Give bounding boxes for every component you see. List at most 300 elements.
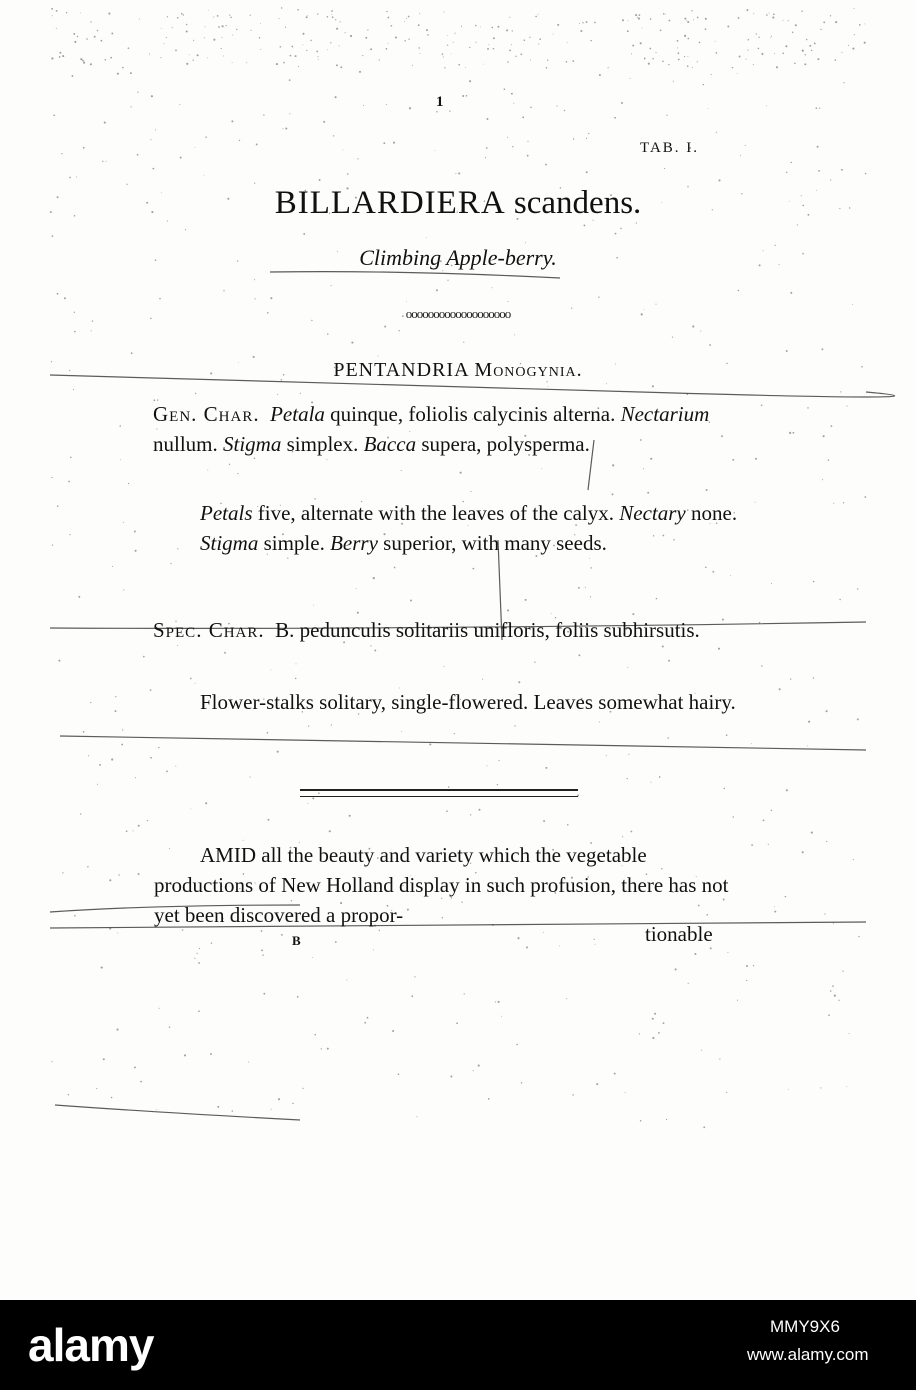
scan-speck	[828, 459, 830, 461]
scan-speck	[172, 27, 173, 28]
scan-speck	[839, 599, 841, 601]
scan-speck	[87, 866, 89, 868]
scan-speck	[111, 33, 113, 35]
scan-speck	[582, 22, 583, 23]
scan-speck	[406, 301, 407, 302]
scan-speck	[788, 1089, 789, 1090]
scan-speck	[221, 37, 222, 38]
scan-speck	[213, 16, 214, 17]
scan-speck	[175, 766, 176, 767]
scan-speck	[386, 11, 387, 12]
scan-speck	[222, 25, 224, 27]
scan-speck	[177, 645, 178, 646]
scan-speck	[64, 297, 66, 299]
scan-speck	[748, 39, 750, 41]
scan-speck	[300, 393, 301, 394]
scan-speck	[745, 59, 746, 60]
scan-speck	[733, 816, 734, 817]
scan-speck	[491, 27, 493, 29]
scan-speck	[296, 663, 297, 664]
scan-speck	[801, 11, 802, 12]
scan-speck	[455, 33, 456, 34]
english-term: Petals	[200, 501, 253, 525]
scan-speck	[826, 841, 827, 842]
scan-speck	[116, 1029, 118, 1031]
latin-term: Nectarium	[620, 402, 710, 426]
scan-speck	[62, 55, 64, 57]
scan-speck	[719, 1058, 720, 1059]
scan-speck	[858, 936, 859, 937]
scan-speck	[270, 297, 272, 299]
scan-speck	[230, 16, 232, 18]
scan-speck	[186, 63, 188, 65]
scan-speck	[289, 113, 290, 114]
scan-speck	[795, 24, 797, 26]
scan-speck	[846, 406, 847, 407]
scan-speck	[612, 493, 614, 495]
scan-speck	[579, 23, 580, 24]
scan-speck	[664, 168, 665, 169]
scan-speck	[51, 8, 53, 10]
scan-speck	[857, 588, 858, 589]
scan-speck	[117, 933, 118, 934]
scan-speck	[78, 596, 80, 598]
scan-speck	[339, 45, 340, 46]
scan-speck	[727, 952, 728, 953]
english-text: five, alternate with the leaves of the calyx.	[252, 501, 620, 525]
scan-speck	[308, 725, 309, 726]
scan-speck	[487, 48, 489, 50]
scan-speck	[285, 127, 287, 129]
scan-speck	[268, 819, 270, 821]
scan-speck	[514, 725, 515, 726]
scan-speck	[831, 425, 833, 427]
scan-speck	[68, 481, 70, 483]
scan-speck	[527, 155, 529, 157]
scan-speck	[543, 820, 545, 822]
scan-speck	[567, 824, 569, 826]
scan-speck	[345, 32, 346, 33]
scan-speck	[740, 155, 741, 156]
scan-speck	[758, 48, 760, 50]
scan-speck	[197, 54, 199, 56]
scan-speck	[91, 330, 92, 331]
scan-speck	[478, 809, 480, 811]
scan-speck	[295, 678, 297, 680]
scan-speck	[747, 49, 748, 50]
scan-speck	[824, 913, 825, 914]
scan-speck	[260, 49, 261, 50]
scan-speck	[260, 23, 261, 24]
scan-speck	[436, 111, 438, 113]
scan-speck	[557, 24, 559, 26]
scan-speck	[820, 29, 821, 30]
scan-speck	[117, 73, 119, 75]
scan-speck	[166, 37, 167, 38]
scan-speck	[74, 41, 76, 43]
latin-text: nullum.	[153, 432, 224, 456]
scan-speck	[370, 645, 371, 646]
scan-speck	[70, 457, 72, 459]
scan-speck	[846, 1086, 847, 1087]
scan-speck	[373, 949, 374, 950]
scan-speck	[786, 350, 788, 352]
scan-speck	[250, 30, 251, 31]
scan-speck	[111, 1097, 113, 1099]
scan-speck	[732, 459, 734, 461]
scan-speck	[447, 280, 448, 281]
scan-speck	[377, 355, 378, 356]
scan-speck	[133, 830, 134, 831]
scan-speck	[656, 598, 658, 600]
scan-speck	[126, 830, 128, 832]
scan-speck	[302, 33, 304, 35]
scan-speck	[267, 732, 269, 734]
scan-speck	[700, 331, 701, 332]
scan-speck	[652, 385, 654, 387]
scan-speck	[262, 954, 263, 955]
scan-speck	[580, 30, 582, 32]
scan-speck	[392, 1030, 394, 1032]
scan-speck	[813, 581, 815, 583]
scan-speck	[276, 63, 278, 65]
scan-speck	[518, 681, 520, 683]
scan-speck	[772, 17, 774, 19]
scan-speck	[62, 872, 63, 873]
latin-term: Bacca	[363, 432, 417, 456]
scan-speck	[487, 765, 488, 766]
scan-speck	[335, 941, 337, 943]
scan-speck	[665, 14, 666, 15]
scan-speck	[761, 404, 763, 406]
scan-speck	[404, 21, 405, 22]
scan-speck	[349, 815, 351, 817]
scan-speck	[73, 389, 74, 390]
scan-speck	[520, 53, 522, 55]
signature-mark: B	[292, 933, 301, 948]
scan-speck	[329, 830, 331, 832]
scan-speck	[150, 757, 152, 759]
scan-speck	[408, 39, 409, 40]
scan-speck	[819, 107, 820, 108]
scan-speck	[627, 30, 629, 32]
scan-speck	[159, 298, 161, 300]
scan-speck	[204, 37, 205, 38]
scan-speck	[599, 74, 601, 76]
scan-speck	[524, 39, 526, 41]
scan-speck	[406, 18, 407, 19]
scan-speck	[548, 386, 549, 387]
scan-speck	[183, 14, 184, 15]
scan-speck	[122, 729, 123, 730]
scan-speck	[838, 1000, 839, 1001]
scan-speck	[190, 808, 191, 809]
scan-speck	[408, 16, 410, 18]
scan-speck	[108, 13, 110, 15]
scan-speck	[596, 1083, 598, 1085]
scan-speck	[640, 1120, 642, 1122]
scan-speck	[677, 47, 678, 48]
scan-speck	[61, 153, 62, 154]
scan-speck	[232, 35, 233, 36]
scan-speck	[134, 531, 136, 533]
scan-speck	[404, 40, 405, 41]
scan-speck	[785, 896, 787, 898]
scan-speck	[80, 58, 82, 60]
scan-speck	[130, 72, 132, 74]
scan-speck	[271, 1109, 272, 1110]
scan-speck	[590, 596, 591, 597]
scan-speck	[622, 19, 624, 21]
scan-speck	[606, 383, 607, 384]
scan-speck	[186, 24, 187, 25]
scan-speck	[541, 468, 542, 469]
scan-speck	[469, 80, 471, 82]
scan-speck	[419, 13, 420, 14]
scan-speck	[539, 38, 541, 40]
scan-speck	[493, 48, 495, 50]
scan-speck	[703, 84, 704, 85]
scan-speck	[74, 915, 76, 917]
scan-speck	[347, 173, 349, 175]
scan-speck	[232, 62, 233, 63]
scan-speck	[746, 9, 748, 11]
scan-speck	[223, 56, 224, 57]
scan-speck	[90, 702, 91, 703]
scan-speck	[546, 67, 548, 69]
scan-speck	[739, 56, 741, 58]
scan-speck	[217, 1106, 219, 1108]
scan-speck	[74, 331, 76, 333]
scan-speck	[746, 965, 748, 967]
scan-speck	[768, 844, 769, 845]
scan-speck	[210, 1053, 212, 1055]
scan-speck	[585, 587, 586, 588]
scan-speck	[254, 183, 255, 184]
scan-speck	[794, 63, 796, 65]
scan-speck	[456, 1022, 458, 1024]
scan-speck	[470, 814, 471, 815]
scan-speck	[303, 1088, 304, 1089]
scan-speck	[738, 290, 740, 292]
scan-speck	[830, 990, 832, 992]
scan-speck	[529, 37, 530, 38]
english-text: superior, with many seeds.	[377, 531, 607, 555]
scan-speck	[52, 235, 54, 237]
scan-speck	[119, 425, 121, 427]
scan-speck	[263, 114, 264, 115]
scan-speck	[131, 352, 133, 354]
scan-speck	[255, 298, 256, 299]
scan-speck	[229, 464, 230, 465]
scan-speck	[436, 289, 438, 291]
scan-speck	[110, 58, 111, 59]
scan-speck	[547, 60, 548, 61]
scan-speck	[195, 393, 196, 394]
scan-speck	[218, 26, 220, 28]
scan-speck	[281, 934, 283, 936]
scan-speck	[551, 613, 552, 614]
scan-speck	[835, 59, 837, 61]
scan-speck	[650, 782, 651, 783]
scan-speck	[207, 57, 208, 58]
scan-speck	[774, 53, 775, 54]
scan-speck	[190, 678, 192, 680]
scan-speck	[802, 851, 804, 853]
scan-speck	[509, 17, 510, 18]
scan-speck	[567, 42, 568, 43]
scan-speck	[751, 844, 753, 846]
scan-speck	[504, 88, 506, 90]
scan-speck	[335, 19, 336, 20]
scan-speck	[90, 63, 92, 65]
scan-speck	[418, 47, 419, 48]
scan-speck	[771, 36, 772, 37]
scan-speck	[599, 721, 600, 722]
scan-speck	[637, 17, 638, 18]
scan-speck	[123, 522, 124, 523]
scan-speck	[694, 953, 696, 955]
scan-speck	[628, 20, 629, 21]
scan-speck	[205, 26, 206, 27]
scan-speck	[442, 53, 444, 55]
scan-speck	[135, 550, 137, 552]
scan-speck	[486, 147, 488, 149]
scan-speck	[109, 879, 111, 881]
scan-speck	[77, 36, 78, 37]
scan-speck	[782, 52, 784, 54]
scan-speck	[572, 60, 574, 62]
scan-speck	[346, 980, 347, 981]
scan-speck	[817, 58, 819, 60]
scan-speck	[387, 17, 389, 19]
scan-speck	[312, 957, 313, 958]
scan-speck	[292, 46, 294, 48]
scan-speck	[627, 778, 628, 779]
scan-speck	[716, 52, 718, 54]
spec-char-label: Spec. Char.	[153, 618, 265, 642]
scan-speck	[697, 61, 698, 62]
scan-speck	[507, 61, 509, 63]
scan-speck	[409, 107, 411, 109]
scan-speck	[807, 407, 809, 409]
scan-speck	[804, 63, 806, 65]
scan-speck	[259, 37, 261, 39]
scan-speck	[647, 492, 649, 494]
scan-speck	[802, 50, 804, 52]
scan-speck	[83, 147, 85, 149]
scan-speck	[507, 609, 509, 611]
species-name: scandens.	[513, 185, 642, 221]
scan-speck	[280, 46, 282, 48]
scan-speck	[246, 62, 247, 63]
scan-speck	[766, 14, 768, 16]
scan-speck	[446, 810, 448, 812]
scan-speck	[211, 942, 212, 943]
scan-speck	[66, 12, 67, 13]
scan-speck	[789, 432, 791, 434]
scan-speck	[655, 52, 656, 53]
scan-speck	[586, 171, 588, 173]
english-text: none.	[685, 501, 738, 525]
english-text: simple.	[258, 531, 331, 555]
scan-speck	[761, 665, 762, 666]
scan-speck	[692, 67, 693, 68]
scan-speck	[483, 64, 484, 65]
scan-speck	[823, 435, 825, 437]
scan-speck	[852, 304, 853, 305]
scan-speck	[155, 129, 156, 130]
scan-speck	[297, 996, 299, 998]
scan-speck	[326, 459, 327, 460]
scan-speck	[398, 1073, 400, 1075]
scan-speck	[821, 348, 823, 350]
scan-speck	[205, 136, 206, 137]
scan-speck	[336, 64, 338, 66]
scan-speck	[335, 96, 337, 98]
scan-speck	[175, 50, 177, 52]
scan-speck	[289, 79, 291, 81]
scan-speck	[655, 304, 656, 305]
scan-speck	[379, 59, 380, 60]
scan-speck	[443, 56, 444, 57]
scan-speck	[770, 37, 771, 38]
scan-speck	[205, 802, 207, 804]
scan-speck	[488, 44, 489, 45]
scan-speck	[640, 42, 642, 44]
scan-speck	[331, 285, 332, 286]
scan-speck	[391, 25, 393, 27]
scan-speck	[826, 710, 828, 712]
scan-speck	[663, 13, 665, 15]
scan-speck	[426, 29, 428, 31]
scan-speck	[848, 45, 849, 46]
scan-speck	[166, 771, 168, 773]
scan-speck	[327, 16, 329, 18]
scan-speck	[115, 710, 117, 712]
scan-speck	[465, 67, 466, 68]
scan-speck	[666, 115, 667, 116]
watermark-image-id: MMY9X6	[770, 1317, 840, 1336]
scan-speck	[57, 293, 59, 295]
scan-speck	[663, 1022, 665, 1024]
scan-speck	[256, 143, 258, 145]
scan-speck	[755, 458, 757, 460]
scan-speck	[652, 1018, 654, 1020]
scan-speck	[455, 173, 456, 174]
scan-speck	[815, 107, 817, 109]
scan-speck	[668, 64, 669, 65]
scan-speck	[535, 16, 537, 18]
scan-speck	[715, 41, 716, 42]
scan-speck	[595, 944, 596, 945]
scan-speck	[841, 169, 843, 171]
scan-speck	[359, 71, 361, 73]
spec-latin-text: B. pedunculis solitariis unifloris, foliis subhirsutis.	[275, 618, 700, 642]
scan-speck	[797, 224, 798, 225]
scan-speck	[507, 301, 508, 302]
scan-speck	[104, 122, 106, 124]
scan-speck	[808, 721, 810, 723]
scan-speck	[261, 949, 263, 951]
scan-speck	[52, 544, 53, 545]
scan-speck	[248, 1061, 249, 1062]
scan-speck	[451, 54, 452, 55]
scan-speck	[732, 67, 734, 69]
scan-speck	[684, 18, 686, 20]
scan-speck	[195, 683, 196, 684]
scan-speck	[99, 764, 101, 766]
